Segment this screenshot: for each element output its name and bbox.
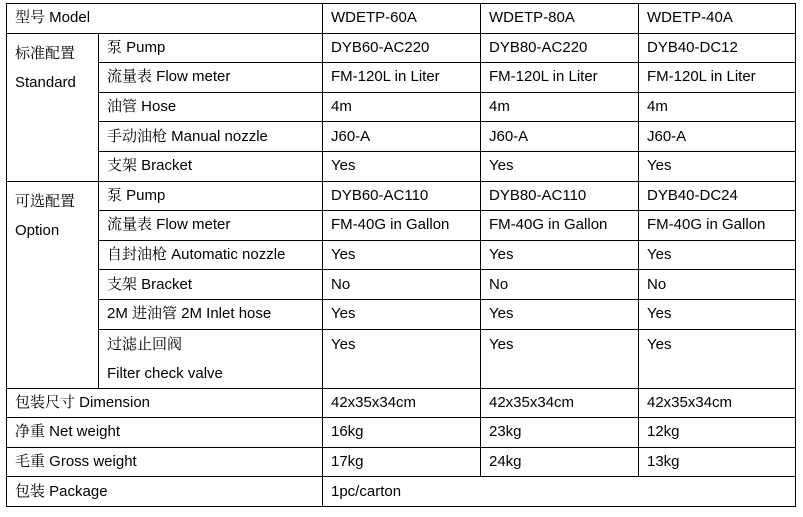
row-label: 净重 Net weight bbox=[7, 418, 323, 448]
row-label: 流量表 Flow meter bbox=[99, 63, 323, 93]
table-row bbox=[7, 447, 796, 477]
filter-row-label bbox=[99, 329, 323, 388]
row-label: 2M 进油管 2M Inlet hose bbox=[99, 299, 323, 329]
row-value: 42x35x34cm bbox=[481, 388, 639, 418]
option-group-en: Option bbox=[15, 221, 60, 239]
row-value: J60-A bbox=[639, 122, 796, 152]
row-value: 42x35x34cm bbox=[323, 388, 481, 418]
row-value: DYB40-DC24 bbox=[639, 181, 796, 211]
row-label: 油管 Hose bbox=[99, 92, 323, 122]
row-value: J60-A bbox=[481, 122, 639, 152]
row-value: DYB80-AC220 bbox=[481, 33, 639, 63]
row-label: 手动油枪 Manual nozzle bbox=[99, 122, 323, 152]
option-group-cell bbox=[7, 181, 99, 388]
row-label: 包装尺寸 Dimension bbox=[7, 388, 323, 418]
row-value: Yes bbox=[639, 240, 796, 270]
filter-label-cn: 过滤止回阀 bbox=[107, 335, 183, 353]
row-label: 支架 Bracket bbox=[99, 270, 323, 300]
row-value: 4m bbox=[639, 92, 796, 122]
row-value: J60-A bbox=[323, 122, 481, 152]
row-value: Yes bbox=[323, 151, 481, 181]
table-row bbox=[7, 92, 796, 122]
model-name: WDETP-40A bbox=[639, 4, 796, 34]
filter-label-en: Filter check valve bbox=[107, 364, 223, 382]
row-value: DYB40-DC12 bbox=[639, 33, 796, 63]
model-name: WDETP-60A bbox=[323, 4, 481, 34]
spec-table bbox=[6, 3, 796, 507]
row-value: Yes bbox=[639, 299, 796, 329]
standard-group-en: Standard bbox=[15, 73, 76, 91]
row-value: 12kg bbox=[639, 418, 796, 448]
row-value: Yes bbox=[481, 240, 639, 270]
row-value: FM-120L in Liter bbox=[323, 63, 481, 93]
table-row bbox=[7, 151, 796, 181]
row-value: Yes bbox=[323, 299, 481, 329]
row-value: No bbox=[481, 270, 639, 300]
row-value: 13kg bbox=[639, 447, 796, 477]
row-value: Yes bbox=[323, 240, 481, 270]
table-row bbox=[7, 211, 796, 241]
table-row bbox=[7, 418, 796, 448]
row-value: Yes bbox=[481, 299, 639, 329]
table-row bbox=[7, 122, 796, 152]
standard-group-cn: 标准配置 bbox=[15, 44, 76, 62]
row-value: Yes bbox=[481, 329, 639, 388]
table-row bbox=[7, 299, 796, 329]
row-value: FM-120L in Liter bbox=[639, 63, 796, 93]
table-row bbox=[7, 477, 796, 507]
row-value: FM-40G in Gallon bbox=[639, 211, 796, 241]
table-row bbox=[7, 388, 796, 418]
table-row bbox=[7, 240, 796, 270]
row-value: Yes bbox=[639, 329, 796, 388]
header-row bbox=[7, 4, 796, 34]
table-row bbox=[7, 33, 796, 63]
row-label: 支架 Bracket bbox=[99, 151, 323, 181]
row-value: Yes bbox=[639, 151, 796, 181]
row-value: 42x35x34cm bbox=[639, 388, 796, 418]
package-value: 1pc/carton bbox=[323, 477, 796, 507]
model-name: WDETP-80A bbox=[481, 4, 639, 34]
row-value: 16kg bbox=[323, 418, 481, 448]
row-value: No bbox=[323, 270, 481, 300]
row-value: FM-40G in Gallon bbox=[481, 211, 639, 241]
row-value: DYB60-AC220 bbox=[323, 33, 481, 63]
row-label: 自封油枪 Automatic nozzle bbox=[99, 240, 323, 270]
row-value: 4m bbox=[323, 92, 481, 122]
row-value: 4m bbox=[481, 92, 639, 122]
standard-group-cell bbox=[7, 33, 99, 181]
row-value: No bbox=[639, 270, 796, 300]
row-value: 23kg bbox=[481, 418, 639, 448]
row-value: DYB80-AC110 bbox=[481, 181, 639, 211]
row-value: 24kg bbox=[481, 447, 639, 477]
row-value: Yes bbox=[323, 329, 481, 388]
table-row bbox=[7, 329, 796, 388]
row-value: DYB60-AC110 bbox=[323, 181, 481, 211]
row-value: Yes bbox=[481, 151, 639, 181]
row-value: 17kg bbox=[323, 447, 481, 477]
row-label: 泵 Pump bbox=[99, 181, 323, 211]
table-row bbox=[7, 181, 796, 211]
option-group-cn: 可选配置 bbox=[15, 192, 76, 210]
row-label: 泵 Pump bbox=[99, 33, 323, 63]
package-label: 包装 Package bbox=[7, 477, 323, 507]
row-label: 流量表 Flow meter bbox=[99, 211, 323, 241]
row-value: FM-120L in Liter bbox=[481, 63, 639, 93]
table-row bbox=[7, 270, 796, 300]
model-header-label: 型号 Model bbox=[7, 4, 323, 34]
table-row bbox=[7, 63, 796, 93]
row-value: FM-40G in Gallon bbox=[323, 211, 481, 241]
row-label: 毛重 Gross weight bbox=[7, 447, 323, 477]
